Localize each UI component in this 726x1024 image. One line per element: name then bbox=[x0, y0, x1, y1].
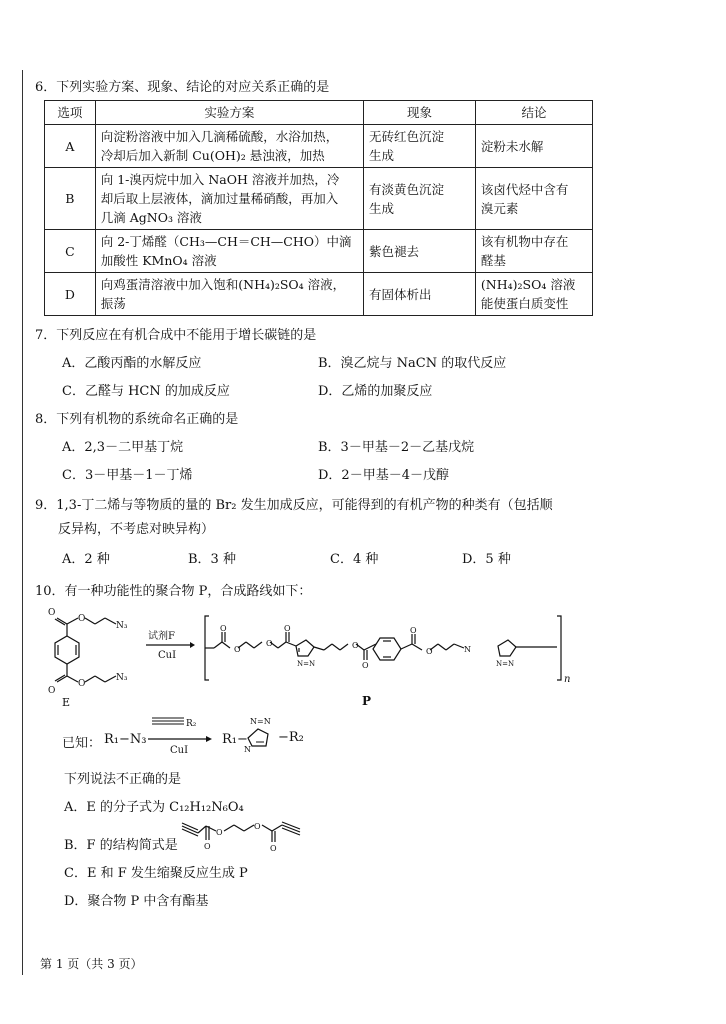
row-phenomenon bbox=[364, 273, 476, 316]
svg-text:N: N bbox=[464, 645, 471, 654]
table-row bbox=[45, 230, 593, 273]
structure-e bbox=[40, 600, 140, 708]
q9-stem: 9．1,3-丁二烯与等物质的量的 Br₂ 发生加成反应，可能得到的有机产物的种类有（包括顺 bbox=[35, 498, 553, 513]
phen-line: 有淡黄色沉淀 bbox=[369, 181, 445, 197]
q7-option-a[interactable]: A．乙酸丙酯的水解反应 bbox=[62, 356, 202, 371]
q8-option-b[interactable]: B．3－甲基－2－乙基戊烷 bbox=[318, 440, 475, 455]
plan-line: 向淀粉溶液中加入几滴稀硫酸，水浴加热， bbox=[100, 129, 339, 144]
phen-line: 无砖红色沉淀 bbox=[369, 129, 445, 144]
reagent-f-label: 试剂F bbox=[148, 631, 175, 642]
alkyne-r2-label: R₂ bbox=[186, 719, 197, 728]
table-row bbox=[45, 125, 593, 168]
q8-stem: 8．下列有机物的系统命名正确的是 bbox=[35, 412, 239, 427]
label-p: P bbox=[362, 694, 372, 708]
svg-text:O: O bbox=[410, 626, 417, 635]
svg-text:O: O bbox=[48, 608, 56, 618]
phen-line: 紫色褪去 bbox=[369, 243, 420, 259]
conc-line: 醛基 bbox=[480, 253, 506, 268]
svg-text:O: O bbox=[216, 828, 223, 837]
svg-text:O: O bbox=[266, 639, 273, 648]
row-plan bbox=[95, 125, 363, 168]
table-header-row bbox=[45, 101, 593, 125]
conc-line: 能使蛋白质变性 bbox=[480, 296, 569, 311]
triazole-nn-label: N=N bbox=[496, 660, 515, 668]
row-option: A bbox=[45, 125, 96, 168]
q9-option-d[interactable]: D．5 种 bbox=[462, 552, 511, 567]
q10-option-b[interactable]: B．F 的结构简式是 bbox=[64, 838, 178, 853]
row-phenomenon bbox=[364, 230, 476, 273]
conc-line: 淀粉未水解 bbox=[480, 138, 544, 154]
conc-line: 该卤代烃中含有 bbox=[480, 181, 569, 197]
svg-text:O: O bbox=[352, 641, 359, 650]
svg-text:O: O bbox=[204, 842, 211, 851]
conc-line: 该有机物中存在 bbox=[480, 234, 569, 249]
q9-stem-cont: 反异构，不考虑对映异构） bbox=[58, 522, 215, 537]
alkyne-structure bbox=[146, 714, 208, 728]
reagent-cui-label: CuI bbox=[158, 650, 177, 661]
plan-line: 向 1-溴丙烷中加入 NaOH 溶液并加热，冷 bbox=[100, 172, 340, 187]
svg-text:O: O bbox=[284, 624, 291, 633]
row-conclusion bbox=[475, 125, 592, 168]
svg-text:O: O bbox=[426, 647, 433, 656]
q8-option-a[interactable]: A．2,3－二甲基丁烷 bbox=[62, 440, 184, 455]
phen-line: 生成 bbox=[369, 148, 395, 163]
plan-line: 加酸性 KMnO₄ 溶液 bbox=[100, 253, 217, 268]
row-option: D bbox=[45, 273, 96, 316]
q8-option-c[interactable]: C．3－甲基－1－丁烯 bbox=[62, 468, 193, 483]
q9-option-a[interactable]: A．2 种 bbox=[62, 552, 110, 567]
q7-option-b[interactable]: B．溴乙烷与 NaCN 的取代反应 bbox=[318, 356, 507, 371]
triazole-nn-label: N=N bbox=[297, 660, 316, 668]
row-plan bbox=[95, 230, 363, 273]
svg-text:O: O bbox=[270, 844, 277, 852]
header-phenomenon: 现象 bbox=[364, 101, 476, 125]
q10-sub-stem: 下列说法不正确的是 bbox=[64, 772, 182, 787]
row-option: B bbox=[45, 168, 96, 230]
plan-line: 向鸡蛋清溶液中加入饱和(NH₄)₂SO₄ 溶液， bbox=[100, 277, 346, 292]
table-row bbox=[45, 168, 593, 230]
structure-p bbox=[200, 612, 575, 684]
table-row bbox=[45, 273, 593, 316]
plan-line: 却后取上层液体，滴加过量稀硝酸，再加入 bbox=[100, 191, 339, 206]
plan-line: 向 2-丁烯醛（CH₃—CH＝CH—CHO）中滴 bbox=[100, 234, 352, 249]
phen-line: 有固体析出 bbox=[369, 286, 432, 302]
q6-stem: 6．下列实验方案、现象、结论的对应关系正确的是 bbox=[35, 80, 330, 95]
q7-option-d[interactable]: D．乙烯的加聚反应 bbox=[318, 384, 433, 399]
triazole-ring bbox=[498, 640, 516, 656]
svg-text:O: O bbox=[220, 624, 227, 633]
known-nn-label: N=N bbox=[250, 717, 271, 726]
svg-text:O: O bbox=[234, 645, 241, 654]
azide-group-label: N₃ bbox=[116, 673, 128, 683]
plan-line: 振荡 bbox=[100, 296, 126, 311]
q6-table bbox=[44, 100, 593, 316]
structure-f bbox=[178, 812, 303, 852]
svg-text:O: O bbox=[48, 686, 56, 696]
header-plan: 实验方案 bbox=[95, 101, 363, 125]
label-e: E bbox=[62, 696, 71, 708]
q9-option-c[interactable]: C．4 种 bbox=[330, 552, 379, 567]
svg-text:O: O bbox=[362, 661, 369, 670]
q8-option-d[interactable]: D．2－甲基－4－戊醇 bbox=[318, 468, 449, 483]
conc-line: (NH₄)₂SO₄ 溶液 bbox=[480, 277, 576, 292]
header-option: 选项 bbox=[45, 101, 96, 125]
known-reactant: R₁−N₃ bbox=[104, 732, 147, 747]
known-prefix: 已知： bbox=[62, 736, 102, 751]
row-conclusion bbox=[475, 273, 592, 316]
q10-option-a[interactable]: A．E 的分子式为 C₁₂H₁₂N₆O₄ bbox=[64, 800, 244, 815]
known-catalyst: CuI bbox=[170, 745, 189, 756]
row-plan bbox=[95, 273, 363, 316]
q10-option-c[interactable]: C．E 和 F 发生缩聚反应生成 P bbox=[64, 866, 248, 881]
known-arrow bbox=[146, 734, 214, 744]
q10-stem: 10．有一种功能性的聚合物 P，合成路线如下： bbox=[35, 584, 312, 599]
reaction-arrow bbox=[144, 641, 196, 649]
q10-option-d[interactable]: D．聚合物 P 中含有酯基 bbox=[64, 894, 209, 909]
known-n-label: N bbox=[244, 745, 251, 752]
row-conclusion bbox=[475, 168, 592, 230]
azide-group-label: N₃ bbox=[116, 621, 128, 631]
row-phenomenon bbox=[364, 125, 476, 168]
row-plan bbox=[95, 168, 363, 230]
repeat-n-label: n bbox=[564, 674, 571, 684]
q7-stem: 7．下列反应在有机合成中不能用于增长碳链的是 bbox=[35, 328, 317, 343]
q9-option-b[interactable]: B．3 种 bbox=[188, 552, 236, 567]
svg-text:O: O bbox=[78, 679, 86, 689]
row-phenomenon bbox=[364, 168, 476, 230]
conc-line: 溴元素 bbox=[480, 200, 519, 216]
known-product-r2: −R₂ bbox=[278, 730, 304, 745]
header-conclusion: 结论 bbox=[475, 101, 592, 125]
svg-text:O: O bbox=[78, 614, 86, 624]
q7-option-c[interactable]: C．乙醛与 HCN 的加成反应 bbox=[62, 384, 230, 399]
margin-rule bbox=[22, 70, 23, 975]
page-footer: 第 1 页（共 3 页） bbox=[40, 957, 143, 971]
plan-line: 几滴 AgNO₃ 溶液 bbox=[100, 210, 202, 225]
phen-line: 生成 bbox=[369, 200, 395, 216]
svg-text:O: O bbox=[254, 822, 261, 831]
row-conclusion bbox=[475, 230, 592, 273]
known-product-r1: R₁− bbox=[222, 732, 248, 747]
row-option: C bbox=[45, 230, 96, 273]
plan-line: 冷却后加入新制 Cu(OH)₂ 悬浊液，加热 bbox=[100, 148, 325, 163]
